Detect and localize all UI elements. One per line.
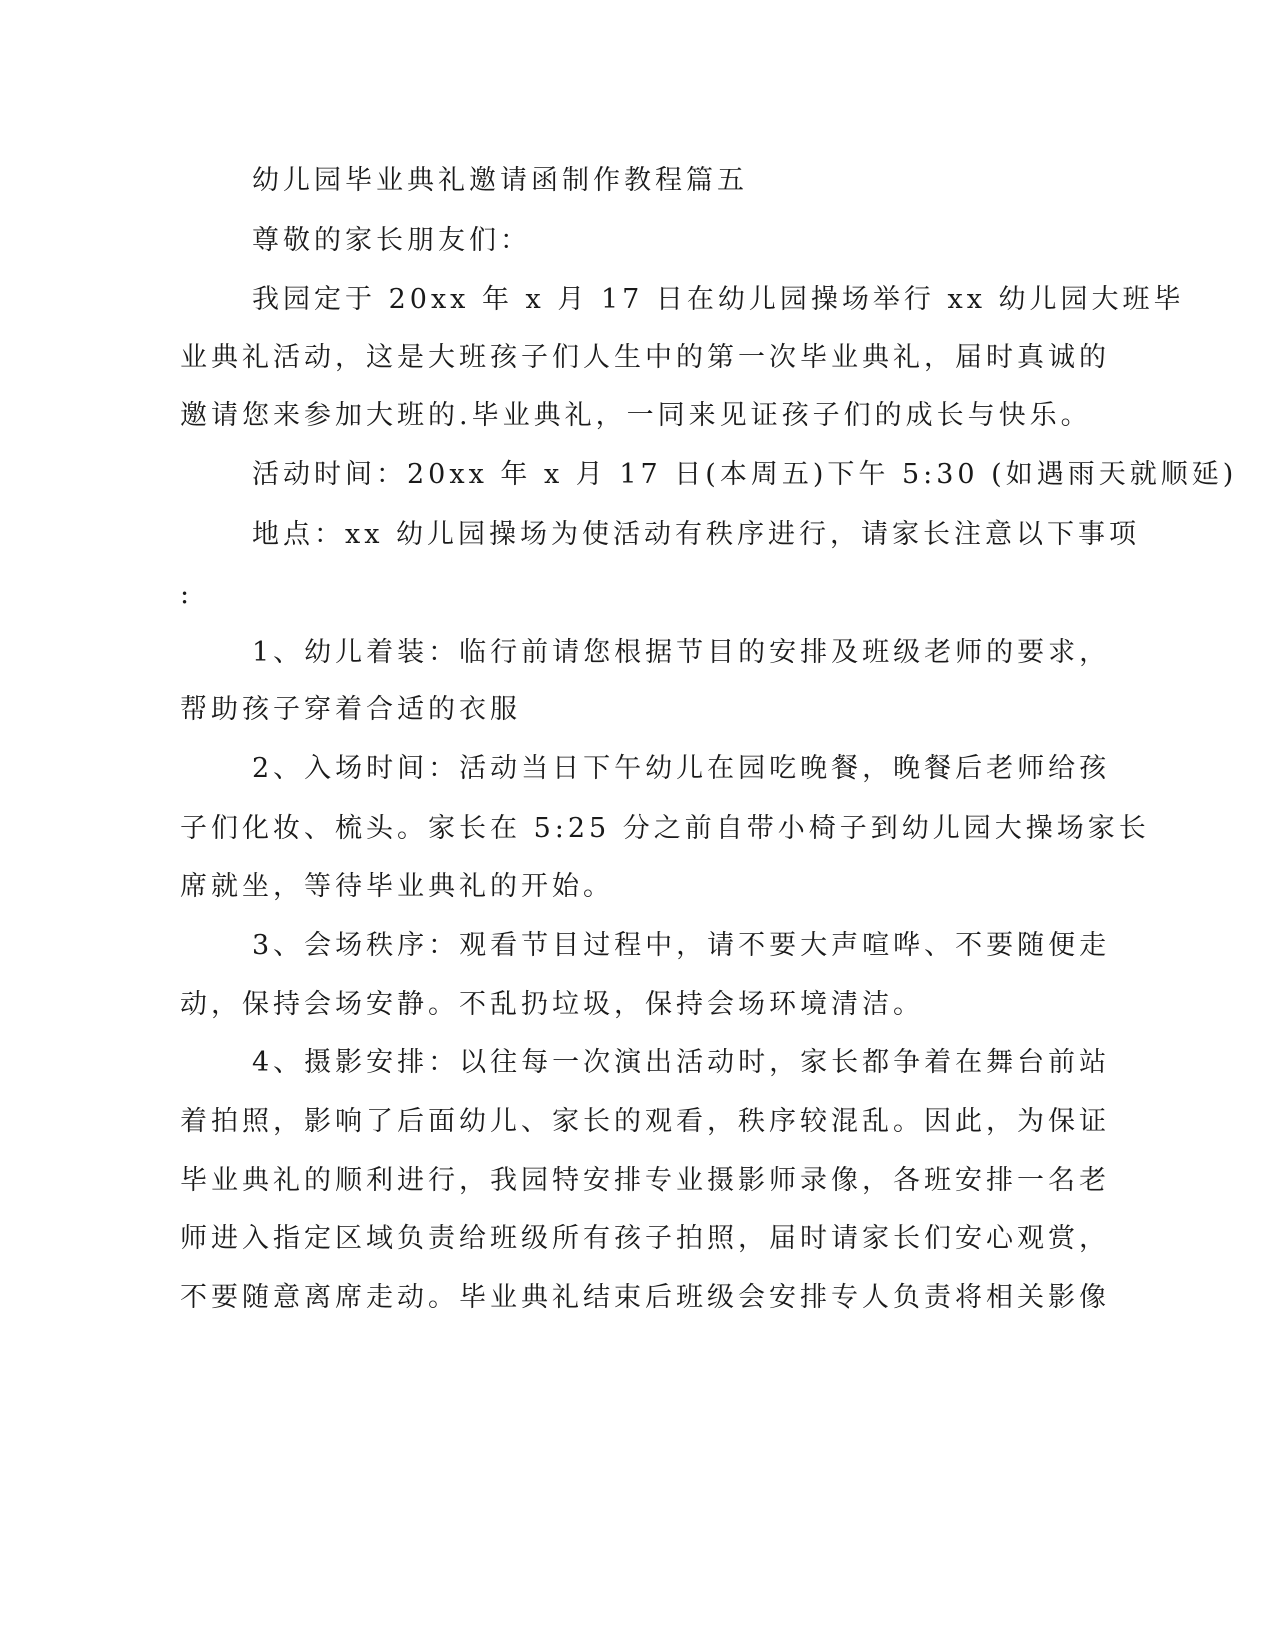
paragraph-line: 动，保持会场安静。不乱扔垃圾，保持会场环境清洁。 xyxy=(180,989,924,1020)
paragraph-line: 子们化妆、梳头。家长在 5:25 分之前自带小椅子到幼儿园大操场家长 xyxy=(180,813,1150,844)
paragraph-line: 毕业典礼的顺利进行，我园特安排专业摄影师录像，各班安排一名老 xyxy=(180,1165,1110,1196)
salutation: 尊敬的家长朋友们： xyxy=(252,225,531,256)
list-item-dress: 1、幼儿着装：临行前请您根据节目的安排及班级老师的要求， xyxy=(252,637,1111,668)
paragraph-line: 邀请您来参加大班的.毕业典礼，一同来见证孩子们的成长与快乐。 xyxy=(180,400,1092,431)
event-time-line: 活动时间：20xx 年 x 月 17 日(本周五)下午 5:30 (如遇雨天就顺延) xyxy=(252,459,1238,490)
paragraph-line: 席就坐，等待毕业典礼的开始。 xyxy=(180,871,614,902)
event-location-line: 地点：xx 幼儿园操场为使活动有秩序进行，请家长注意以下事项 xyxy=(252,519,1141,550)
paragraph-line: 帮助孩子穿着合适的衣服 xyxy=(180,694,521,725)
paragraph-line: 着拍照，影响了后面幼儿、家长的观看，秩序较混乱。因此，为保证 xyxy=(180,1106,1110,1137)
paragraph-line: 师进入指定区域负责给班级所有孩子拍照，届时请家长们安心观赏， xyxy=(180,1223,1110,1254)
list-item-photography: 4、摄影安排：以往每一次演出活动时，家长都争着在舞台前站 xyxy=(252,1047,1111,1078)
list-item-arrival: 2、入场时间：活动当日下午幼儿在园吃晚餐，晚餐后老师给孩 xyxy=(252,753,1111,784)
document-title: 幼儿园毕业典礼邀请函制作教程篇五 xyxy=(252,165,748,196)
list-item-order: 3、会场秩序：观看节目过程中，请不要大声喧哗、不要随便走 xyxy=(252,930,1111,961)
paragraph-line: 业典礼活动，这是大班孩子们人生中的第一次毕业典礼，届时真诚的 xyxy=(180,342,1110,373)
paragraph-line: 我园定于 20xx 年 x 月 17 日在幼儿园操场举行 xx 幼儿园大班毕 xyxy=(252,284,1185,315)
paragraph-line: : xyxy=(180,579,194,610)
paragraph-line: 不要随意离席走动。毕业典礼结束后班级会安排专人负责将相关影像 xyxy=(180,1282,1110,1313)
